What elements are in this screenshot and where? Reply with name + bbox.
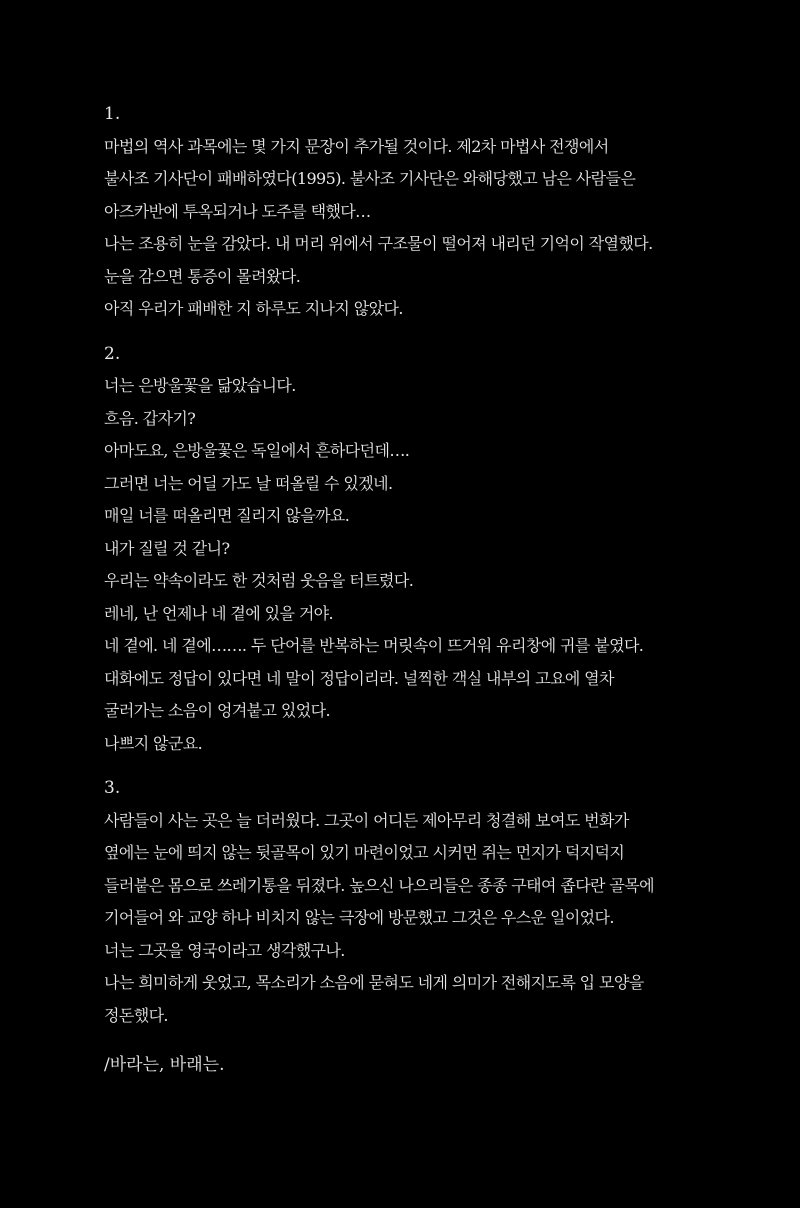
section-number: 1.: [104, 104, 121, 124]
text-line: 기어들어 와 교양 하나 비치지 않는 극장에 방문했고 그것은 우스운 일이었다.: [104, 908, 614, 927]
text-line: 나는 희미하게 웃었고, 목소리가 소음에 묻혀도 네게 의미가 전해지도록 입 모양을: [104, 973, 644, 992]
text-line: 굴러가는 소음이 엉겨붙고 있었다.: [104, 701, 330, 720]
text-line: 흐음. 갑자기?: [104, 408, 196, 428]
text-line: 매일 너를 떠올리면 질리지 않을까요.: [104, 506, 350, 525]
text-line: 나는 조용히 눈을 감았다. 내 머리 위에서 구조물이 떨어져 내리던 기억이 작열했다.: [104, 234, 653, 253]
text-line: 정돈했다.: [104, 1005, 168, 1025]
document-body: [104, 98, 794, 1044]
text-line: 레네, 난 언제나 네 곁에 있을 거야.: [104, 603, 334, 623]
text-line: 불사조 기사단이 패배하였다(1995). 불사조 기사단은 와해당했고 남은 사람들은: [104, 169, 636, 188]
section-number: 3.: [104, 778, 121, 798]
text-line: 나쁘지 않군요.: [104, 733, 203, 753]
text-line: 대화에도 정답이 있다면 네 말이 정답이리라. 널찍한 객실 내부의 고요에 열차: [104, 668, 614, 688]
section-3: [104, 772, 794, 1032]
text-line: 너는 은방울꽃을 닮았습니다.: [104, 376, 296, 395]
text-line: 옆에는 눈에 띄지 않는 뒷골목이 있기 마련이었고 시커먼 쥐는 먼지가 덕지덕지: [104, 843, 625, 862]
text-line: 내가 질릴 것 같니?: [104, 538, 230, 558]
text-line: 너는 그곳을 영국이라고 생각했구나.: [104, 940, 345, 960]
text-line: 네 곁에. 네 곁에……. 두 단어를 반복하는 머릿속이 뜨거워 유리창에 귀를 붙였다.: [104, 636, 644, 655]
section-number: 2.: [104, 343, 121, 364]
section-1: [104, 98, 794, 326]
text-line: 마법의 역사 과목에는 몇 가지 문장이 추가될 것이다. 제2차 마법사 전쟁에서: [104, 136, 609, 156]
text-line: 우리는 약속이라도 한 것처럼 웃음을 터트렸다.: [104, 571, 414, 590]
section-2: [104, 338, 794, 761]
text-line: 아즈카반에 투옥되거나 도주를 택했다…: [104, 201, 371, 221]
text-line: 그러면 너는 어딜 가도 날 떠올릴 수 있겠네.: [104, 473, 393, 493]
text-line: 들러붙은 몸으로 쓰레기통을 뒤졌다. 높으신 나으리들은 종종 구태여 좁다란 골목에: [104, 875, 654, 895]
text-line: 사람들이 사는 곳은 늘 더러웠다. 그곳이 어디든 제아무리 청결해 보여도 번화가: [104, 810, 629, 830]
text-line: 아마도요, 은방울꽃은 독일에서 흔하다던데….: [104, 441, 410, 460]
text-line: 아직 우리가 패배한 지 하루도 지나지 않았다.: [104, 299, 403, 318]
text-line: 눈을 감으면 통증이 몰려왔다.: [104, 266, 301, 286]
signature: /바라는, 바래는.: [104, 1055, 225, 1075]
